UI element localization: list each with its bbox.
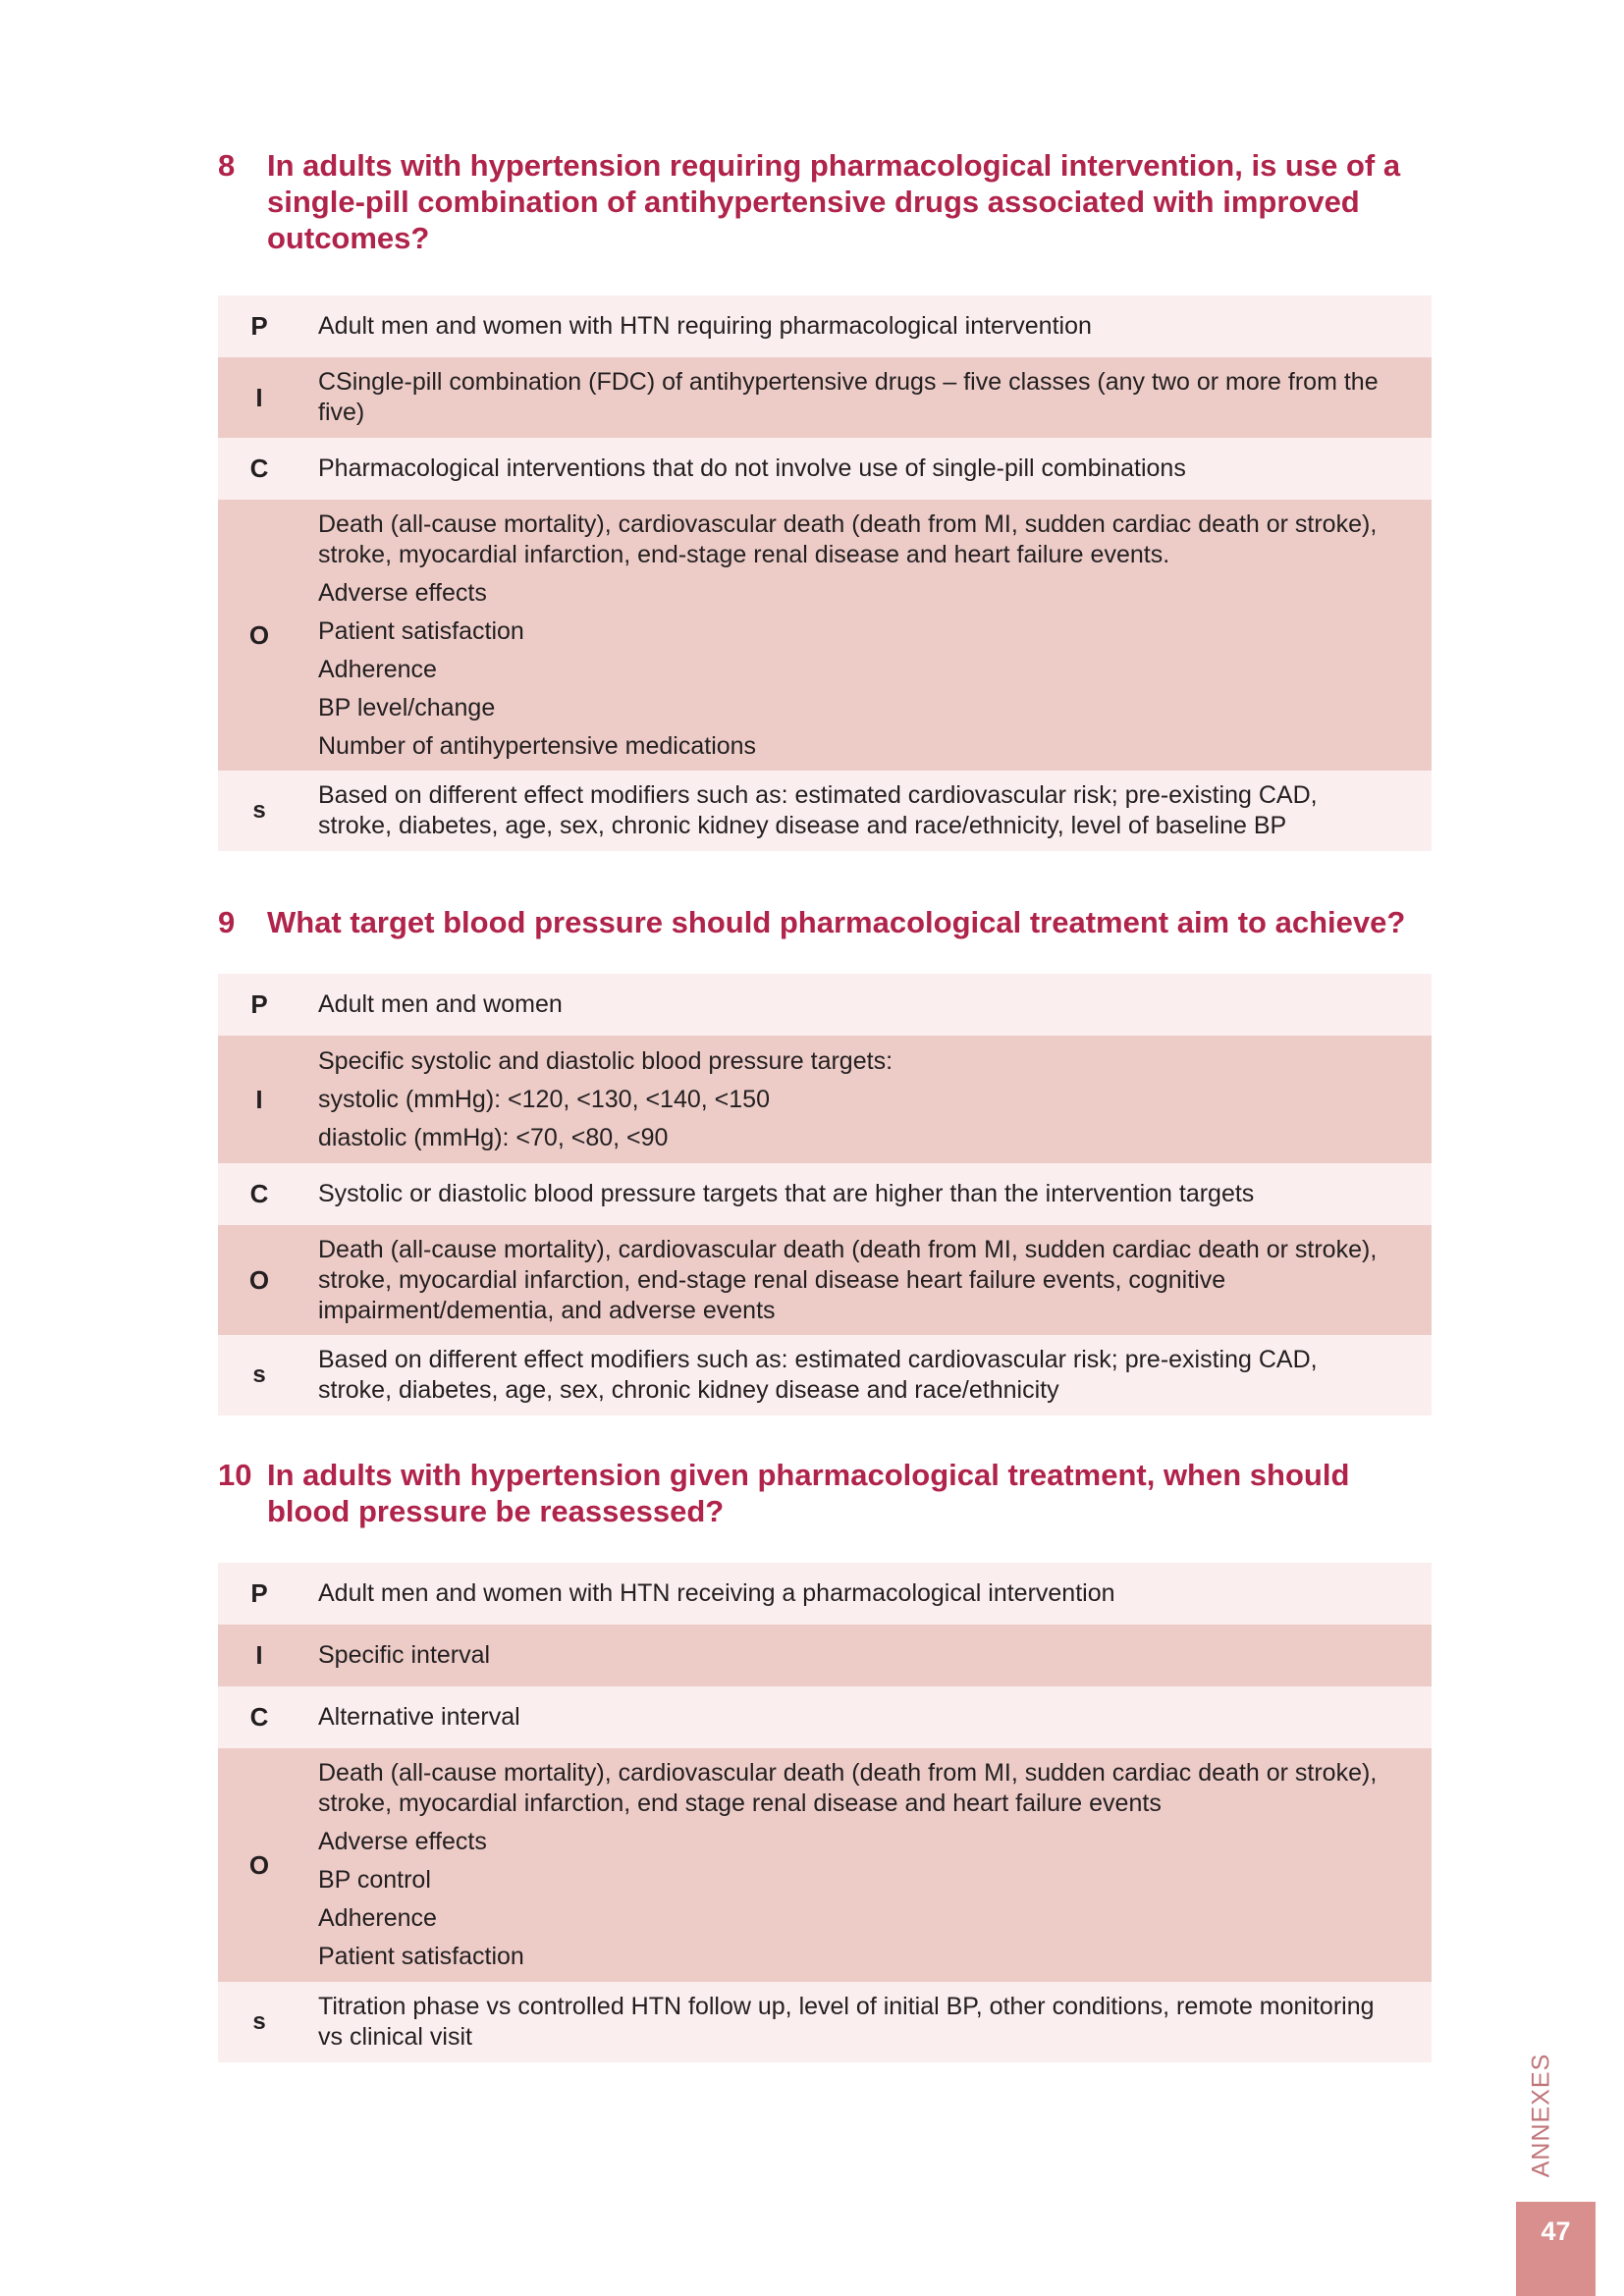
question-9-section: [218, 904, 1432, 940]
pico-text: Death (all-cause mortality), cardiovascular death (death from MI, sudden cardiac death or stroke), stroke, myocardial infarction, end-stage renal disease heart failure events, cognitive impairment/dementia, and adverse events: [318, 1235, 1378, 1324]
question-number: 10: [218, 1458, 252, 1492]
pico-text: Death (all-cause mortality), cardiovascular death (death from MI, sudden cardiac death or stroke), stroke, myocardial infarction, end stage renal disease and heart failure events: [318, 1759, 1378, 1817]
page-number-badge: [1516, 2202, 1596, 2296]
question-number: 8: [218, 148, 236, 183]
pico-row-c: [218, 1686, 1432, 1748]
pico-text: Death (all-cause mortality), cardiovascular death (death from MI, sudden cardiac death or stroke), stroke, myocardial infarction, end-stage renal disease and heart failure events.: [318, 509, 1378, 568]
pico-row-o: [218, 1225, 1432, 1335]
question-text: In adults with hypertension requiring pharmacological intervention, is use of a single-pill combination of antihypertensive drugs associated with improved outcomes?: [267, 148, 1401, 255]
pico-text: BP control: [318, 1866, 431, 1894]
pico-letter: C: [249, 1179, 269, 1208]
pico-text: systolic (mmHg): <120, <130, <140, <150: [318, 1085, 770, 1113]
pico-text: CSingle-pill combination (FDC) of antihypertensive drugs – five classes (any two or more from the five): [318, 368, 1379, 426]
pico-text: Adherence: [318, 1904, 437, 1932]
pico-text: diastolic (mmHg): <70, <80, <90: [318, 1123, 669, 1151]
pico-text: Titration phase vs controlled HTN follow up, level of initial BP, other conditions, remote monitoring vs clinical visit: [318, 1993, 1375, 2051]
pico-text: Adult men and women with HTN receiving a pharmacological intervention: [318, 1579, 1115, 1607]
pico-row-s: [218, 1335, 1432, 1415]
question-10-section: [218, 1457, 1432, 1529]
pico-text: Pharmacological interventions that do not involve use of single-pill combinations: [318, 454, 1186, 482]
pico-letter: P: [250, 311, 268, 341]
pico-letter: I: [255, 1640, 263, 1670]
pico-row-i: [218, 1625, 1432, 1686]
pico-letter: P: [250, 1578, 268, 1608]
pico-row-p: [218, 974, 1432, 1036]
question-heading: [218, 1457, 1432, 1529]
pico-text: Adherence: [318, 655, 437, 683]
pico-row-c: [218, 438, 1432, 500]
pico-row-p: [218, 295, 1432, 357]
pico-text: Adult men and women with HTN requiring pharmacological intervention: [318, 312, 1092, 340]
question-text: What target blood pressure should pharmacological treatment aim to achieve?: [267, 905, 1406, 939]
pico-table-10: [218, 1563, 1432, 2062]
pico-letter: s: [252, 797, 266, 824]
pico-text: Specific interval: [318, 1641, 491, 1669]
pico-text: Patient satisfaction: [318, 616, 524, 645]
pico-text: Number of antihypertensive medications: [318, 731, 757, 760]
pico-row-s: [218, 771, 1432, 851]
side-label-text: ANNEXES: [1527, 2053, 1555, 2178]
pico-text: Based on different effect modifiers such as: estimated cardiovascular risk; pre-existing CAD, stroke, diabetes, age, sex, chronic kidney disease and race/ethnicity, level of baseline BP: [318, 781, 1318, 839]
pico-letter: P: [250, 989, 268, 1019]
pico-letter: s: [252, 2008, 266, 2035]
pico-row-s: [218, 1982, 1432, 2062]
pico-letter: C: [249, 454, 269, 483]
question-8-section: [218, 147, 1432, 256]
pico-letter: O: [248, 1849, 270, 1880]
pico-text: Based on different effect modifiers such as: estimated cardiovascular risk; pre-existing CAD, stroke, diabetes, age, sex, chronic kidney disease and race/ethnicity: [318, 1346, 1318, 1404]
pico-row-c: [218, 1163, 1432, 1225]
pico-row-o: [218, 500, 1432, 771]
pico-text: BP level/change: [318, 693, 496, 721]
pico-letter: C: [249, 1702, 269, 1732]
pico-text: Adverse effects: [318, 578, 487, 607]
pico-text: Alternative interval: [318, 1703, 520, 1731]
pico-row-i: [218, 357, 1432, 438]
pico-letter: I: [255, 1084, 263, 1114]
page-number: 47: [1541, 2216, 1571, 2246]
pico-table-9: [218, 974, 1432, 1415]
pico-text: Adult men and women: [318, 990, 563, 1018]
pico-table-8: [218, 295, 1432, 851]
section-side-label: [1522, 2053, 1561, 2178]
pico-row-p: [218, 1563, 1432, 1625]
pico-row-o: [218, 1748, 1432, 1982]
question-heading: [218, 904, 1432, 940]
pico-letter: O: [248, 1264, 270, 1295]
pico-letter: O: [248, 619, 270, 650]
pico-text: Systolic or diastolic blood pressure targets that are higher than the intervention targets: [318, 1180, 1255, 1207]
pico-text: Patient satisfaction: [318, 1943, 524, 1970]
pico-text: Specific systolic and diastolic blood pressure targets:: [318, 1046, 893, 1075]
question-number: 9: [218, 905, 236, 939]
question-heading: [218, 147, 1432, 256]
pico-text: Adverse effects: [318, 1828, 487, 1855]
pico-letter: s: [252, 1362, 266, 1388]
question-text: In adults with hypertension given pharmacological treatment, when should blood pressure be reassessed?: [267, 1458, 1350, 1528]
pico-row-i: [218, 1036, 1432, 1163]
pico-letter: I: [255, 382, 263, 412]
